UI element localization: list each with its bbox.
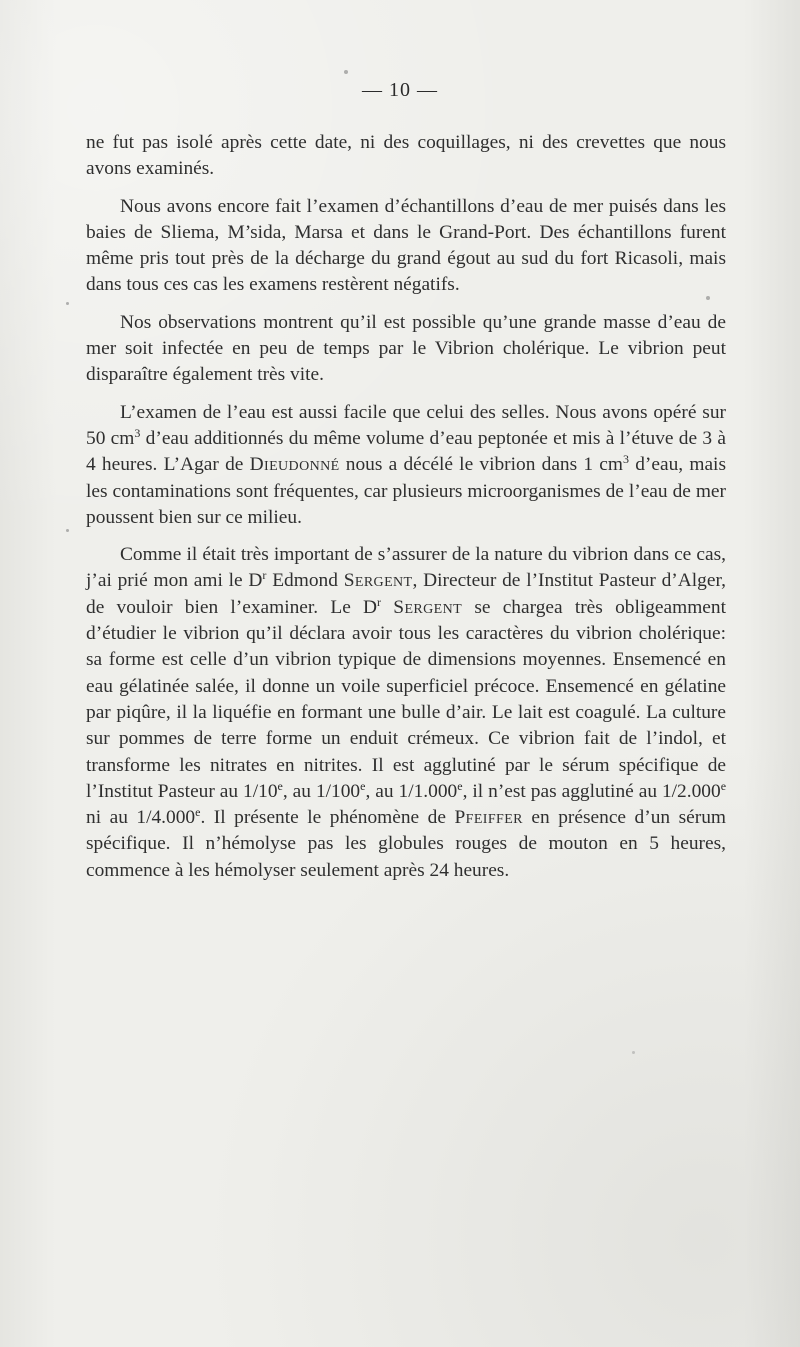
paragraph-5-text-g: , au 1/100 <box>282 780 361 802</box>
author-name-sergent: Sergent <box>393 596 463 618</box>
paper-speck <box>66 302 69 305</box>
paragraph-5-text-i: , il n’est pas agglutiné au 1/2.000 <box>462 780 721 802</box>
cubic-superscript: 3 <box>134 425 141 440</box>
paper-speck <box>66 529 69 532</box>
paragraph-5-text-d <box>381 597 393 618</box>
cubic-superscript: 3 <box>623 452 630 467</box>
paragraph-5-text-k: . Il présente le phénomène de <box>200 807 455 829</box>
page-number: — 10 — <box>362 79 438 101</box>
paragraph-5-text-b: Edmond <box>266 570 344 592</box>
paper-speck <box>344 70 348 74</box>
paragraph-5 <box>86 542 726 884</box>
doctor-superscript: r <box>377 594 382 609</box>
paragraph-5-text-j: ni au 1/4.000 <box>86 807 196 829</box>
ordinal-superscript: e <box>277 778 283 793</box>
paragraph-5-text-l: en présence d’un sérum spécifique. Il n’hémolyse pas les globules rouges de mouton en 5 heures, commence à les hémolyser seulement après 24 heures. <box>86 807 726 881</box>
ordinal-superscript: e <box>360 778 366 793</box>
paragraph-5-text-a: Comme il était très important de s’assurer de la nature du vibrion dans ce cas, j’ai prié mon ami le D <box>86 544 726 592</box>
paragraph-4-text-d: d’eau, mais les contaminations sont fréquentes, car plusieurs microorganismes de l’eau de mer poussent bien sur ce milieu. <box>86 454 726 528</box>
paragraph-4 <box>86 400 726 531</box>
paragraph-4-text-a: L’examen de l’eau est aussi facile que celui des selles. Nous avons opéré sur 50 cm <box>86 401 726 449</box>
body-text <box>86 130 726 895</box>
author-name-sergent: Sergent <box>343 570 413 592</box>
paragraph-4-text-c: nous a décélé le vibrion dans 1 cm <box>339 454 624 476</box>
ordinal-superscript: e <box>720 778 727 793</box>
paragraph-5-text-c: , Directeur de l’Institut Pasteur d’Alger, de vouloir bien l’examiner. Le D <box>86 570 726 618</box>
ordinal-superscript: e <box>457 778 463 793</box>
paragraph-1: ne fut pas isolé après cette date, ni des coquillages, ni des crevettes que nous avons examinés. <box>86 132 726 180</box>
author-name-dieudonne: Dieudonné <box>249 454 340 476</box>
author-name-pfeiffer: Pfeiffer <box>454 807 523 829</box>
paragraph-3: Nos observations montrent qu’il est possible qu’une grande masse d’eau de mer soit infectée en peu de temps par le Vibrion cholérique. Le vibrion peut disparaître également très vite. <box>86 311 726 386</box>
ordinal-superscript: e <box>195 805 201 820</box>
paragraph-4-text-b: d’eau additionnés du même volume d’eau peptonée et mis à l’étuve de 3 à 4 heures. L’Agar de <box>86 427 726 476</box>
paper-speck <box>706 296 710 300</box>
paragraph-5-text-h: , au 1/1.000 <box>365 780 458 802</box>
paragraph-5-text-e: se chargea très obligeamment d’étudier le vibrion qu’il déclara avoir tous les caractères du vibrion cholérique: sa forme est celle d’un vibrion typique de dimensions moyennes. Ensemencé en eau gélatinée salée, il donne un voile superficiel précoce. Ensemencé en gélatine par piqûre, il la liquéfie en formant une bulle d’air. Le lait est coagulé. La culture sur pommes de terre forme un enduit crémeux. Ce vibrion fait de l’indol, et transforme les nitrates en nitrites. Il est agglutiné par le sérum spécifique de l’Institut Pasteur au 1/10 <box>86 596 726 802</box>
paper-speck <box>632 1051 635 1054</box>
paragraph-2: Nous avons encore fait l’examen d’échantillons d’eau de mer puisés dans les baies de Sliema, M’sida, Marsa et dans le Grand-Port. Des échantillons furent même pris tout près de la décharge du grand égout au sud du fort Ricasoli, mais dans tous ces cas les examens restèrent négatifs. <box>86 195 726 296</box>
doctor-superscript: r <box>262 568 267 583</box>
